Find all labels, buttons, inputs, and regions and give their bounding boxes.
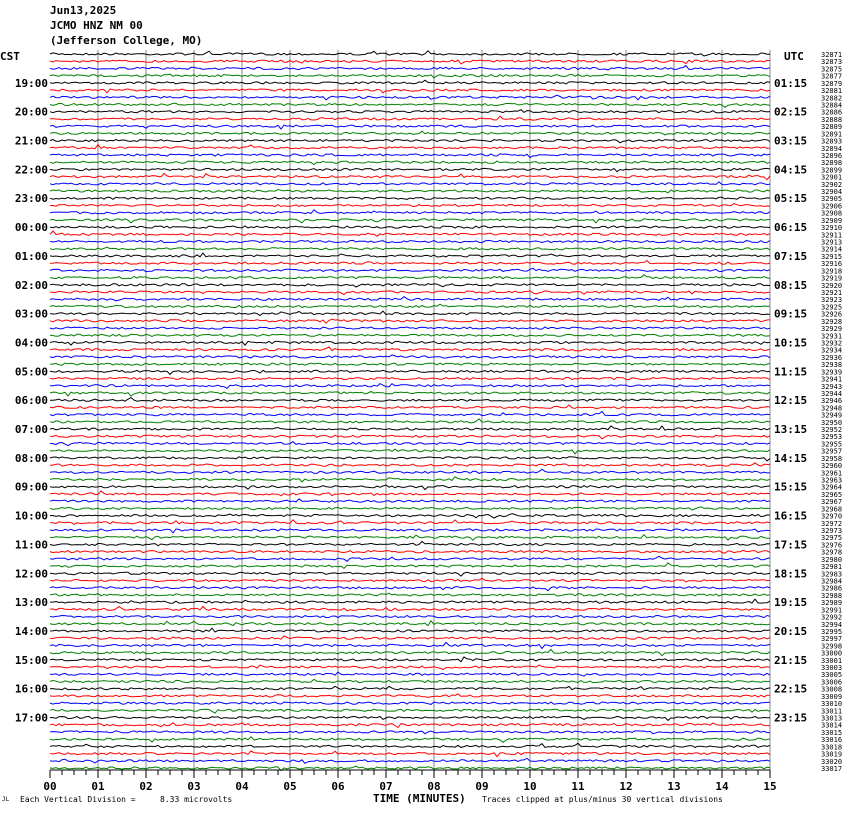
- cst-hour-label: 02:00: [14, 278, 48, 292]
- seismic-trace: [50, 709, 770, 713]
- x-tick-label: 06: [331, 780, 345, 793]
- seismic-trace: [50, 154, 770, 158]
- trace-count-label: 32983: [821, 570, 843, 579]
- trace-count-label: 33003: [821, 664, 843, 672]
- trace-count-label: 32943: [821, 382, 843, 391]
- trace-count-label: 32918: [821, 267, 843, 276]
- trace-count-label: 33018: [821, 743, 843, 752]
- trace-count-label: 32968: [821, 505, 843, 514]
- x-tick-label: 07: [379, 780, 393, 793]
- x-tick-label: 00: [43, 780, 57, 793]
- cst-hour-label: 11:00: [14, 538, 48, 552]
- seismic-trace: [50, 240, 770, 242]
- seismic-trace: [50, 116, 770, 120]
- seismic-trace: [50, 384, 770, 389]
- seismic-trace: [50, 341, 770, 345]
- utc-hour-label: 13:15: [774, 423, 808, 436]
- seismic-trace: [50, 731, 770, 734]
- seismic-trace: [50, 51, 770, 56]
- seismic-trace: [50, 550, 770, 553]
- seismic-trace: [50, 457, 770, 461]
- seismic-trace: [50, 125, 770, 129]
- seismic-trace: [50, 485, 770, 490]
- trace-count-label: 32913: [821, 238, 843, 247]
- seismic-trace: [50, 95, 770, 100]
- cst-hour-label: 01:00: [14, 249, 48, 263]
- trace-count-label: 32936: [821, 353, 843, 362]
- seismic-trace: [50, 168, 770, 171]
- x-tick-label: 12: [619, 780, 633, 793]
- trace-count-label: 32944: [821, 390, 843, 398]
- seismic-trace: [50, 190, 770, 193]
- seismic-trace: [50, 392, 770, 397]
- utc-hour-label: 10:15: [774, 336, 808, 350]
- trace-count-label: 33011: [821, 707, 843, 716]
- trace-count-label: 32923: [821, 296, 843, 305]
- trace-count-label: 32955: [821, 440, 843, 449]
- trace-count-label: 32875: [821, 65, 843, 74]
- seismic-trace: [50, 231, 770, 236]
- seismic-trace: [50, 145, 770, 149]
- trace-count-label: 32949: [821, 411, 843, 420]
- seismic-trace: [50, 363, 770, 365]
- seismic-trace: [50, 347, 770, 351]
- seismic-trace: [50, 435, 770, 439]
- cst-hour-label: 21:00: [14, 134, 48, 148]
- trace-count-label: 33015: [821, 728, 843, 737]
- seismic-trace: [50, 140, 770, 143]
- seismic-trace: [50, 284, 770, 287]
- trace-count-label: 32901: [821, 173, 843, 182]
- seismic-trace: [50, 737, 770, 743]
- trace-count-label: 32904: [821, 188, 843, 196]
- utc-hour-label: 05:15: [774, 192, 808, 206]
- trace-count-label: 32970: [821, 512, 843, 521]
- seismic-trace: [50, 291, 770, 295]
- seismic-trace: [50, 275, 770, 279]
- seismic-trace: [50, 334, 770, 336]
- x-tick-label: 04: [235, 780, 249, 793]
- cst-label: CST: [0, 50, 20, 63]
- trace-count-label: 33014: [821, 721, 843, 730]
- trace-count-label: 33017: [821, 765, 843, 773]
- trace-count-label: 32952: [821, 426, 843, 434]
- seismic-trace: [50, 507, 770, 510]
- seismic-trace: [50, 161, 770, 165]
- seismic-trace: [50, 304, 770, 307]
- header-date: Jun13,2025: [50, 4, 117, 17]
- seismic-trace: [50, 657, 770, 662]
- seismic-trace: [50, 463, 770, 467]
- cst-hour-label: 16:00: [14, 682, 48, 696]
- seismic-trace: [50, 535, 770, 541]
- trace-count-label: 33001: [821, 656, 843, 665]
- utc-hour-label: 01:15: [774, 76, 808, 90]
- seismic-trace: [50, 665, 770, 670]
- seismic-trace: [50, 370, 770, 374]
- trace-count-label: 33006: [821, 678, 843, 687]
- trace-count-label: 32992: [821, 613, 843, 622]
- trace-count-label: 32871: [821, 51, 843, 59]
- utc-hour-label: 23:15: [774, 711, 808, 725]
- cst-hour-label: 23:00: [14, 192, 48, 206]
- x-tick-label: 05: [283, 780, 297, 793]
- header-location: (Jefferson College, MO): [50, 34, 203, 47]
- trace-count-label: 32925: [821, 303, 843, 312]
- seismic-trace: [50, 514, 770, 518]
- trace-count-label: 32958: [821, 454, 843, 463]
- trace-count-label: 32967: [821, 498, 843, 507]
- trace-count-label: 33005: [821, 671, 843, 680]
- trace-count-label: 33016: [821, 736, 843, 745]
- cst-hour-label: 03:00: [14, 307, 48, 321]
- trace-count-label: 32995: [821, 628, 843, 636]
- trace-count-label: 32991: [821, 606, 843, 615]
- utc-hour-label: 11:15: [774, 365, 808, 379]
- trace-count-label: 33019: [821, 750, 843, 759]
- seismic-trace: [50, 74, 770, 78]
- utc-hour-label: 16:15: [774, 509, 808, 523]
- trace-count-label: 32938: [821, 361, 843, 370]
- utc-hour-label: 19:15: [774, 596, 808, 610]
- x-tick-label: 03: [187, 780, 201, 793]
- cst-hour-label: 00:00: [14, 221, 48, 235]
- seismic-trace: [50, 491, 770, 496]
- trace-count-label: 32928: [821, 317, 843, 326]
- clip-note: Traces clipped at plus/minus 30 vertical divisions: [482, 795, 723, 804]
- trace-count-label: 33010: [821, 700, 843, 709]
- seismic-trace: [50, 672, 770, 676]
- trace-count-label: 33009: [821, 692, 843, 701]
- utc-hour-label: 17:15: [774, 538, 808, 552]
- seismic-trace: [50, 173, 770, 179]
- x-tick-label: 10: [523, 780, 537, 793]
- trace-count-label: 32963: [821, 476, 843, 485]
- trace-count-label: 32877: [821, 72, 843, 81]
- seismic-trace: [50, 636, 770, 639]
- header-station: JCMO HNZ NM 00: [50, 19, 143, 32]
- seismic-trace: [50, 210, 770, 214]
- seismic-trace: [50, 723, 770, 728]
- seismic-trace: [50, 743, 770, 747]
- trace-count-label: 32881: [821, 87, 843, 96]
- seismic-trace: [50, 219, 770, 223]
- seismic-trace: [50, 66, 770, 70]
- seismic-trace: [50, 642, 770, 648]
- trace-count-label: 32899: [821, 166, 843, 175]
- seismic-trace: [50, 378, 770, 380]
- seismic-trace: [50, 572, 770, 576]
- utc-hour-label: 18:15: [774, 567, 808, 581]
- trace-count-label: 32905: [821, 195, 843, 204]
- trace-count-label: 32981: [821, 563, 843, 572]
- utc-hour-label: 06:15: [774, 221, 808, 235]
- trace-count-label: 32884: [821, 101, 843, 110]
- seismic-trace: [50, 253, 770, 257]
- cst-hour-label: 17:00: [14, 711, 48, 725]
- seismic-trace: [50, 499, 770, 502]
- trace-count-label: 32888: [821, 115, 843, 124]
- seismic-trace: [50, 247, 770, 250]
- trace-count-label: 32984: [821, 577, 843, 586]
- trace-count-label: 32975: [821, 534, 843, 543]
- trace-count-label: 32889: [821, 123, 843, 132]
- trace-count-label: 32960: [821, 462, 843, 471]
- seismic-trace: [50, 319, 770, 323]
- trace-count-label: 32972: [821, 519, 843, 528]
- trace-count-label: 32916: [821, 260, 843, 269]
- cst-hour-label: 08:00: [14, 451, 48, 465]
- utc-hour-label: 20:15: [774, 625, 808, 638]
- seismic-trace: [50, 606, 770, 610]
- seismic-trace: [50, 110, 770, 113]
- trace-count-label: 32915: [821, 252, 843, 261]
- trace-count-label: 32891: [821, 130, 843, 139]
- seismic-trace: [50, 593, 770, 596]
- seismic-trace: [50, 694, 770, 698]
- trace-count-label: 32988: [821, 591, 843, 600]
- seismic-trace: [50, 751, 770, 757]
- trace-count-label: 32926: [821, 310, 843, 319]
- trace-count-label: 32994: [821, 620, 843, 629]
- trace-count-label: 32893: [821, 137, 843, 146]
- trace-count-label: 32921: [821, 289, 843, 297]
- division-note: Each Vertical Division =: [20, 795, 136, 804]
- x-axis-label: TIME (MINUTES): [373, 792, 466, 805]
- seismic-trace: [50, 311, 770, 315]
- seismic-trace: [50, 327, 770, 329]
- trace-count-label: 32948: [821, 404, 843, 413]
- utc-hour-label: 03:15: [774, 134, 808, 148]
- cst-hour-label: 20:00: [14, 105, 48, 119]
- cst-hour-label: 07:00: [14, 423, 48, 436]
- seismic-trace: [50, 405, 770, 409]
- seismic-trace: [50, 204, 770, 207]
- trace-count-label: 33020: [821, 757, 843, 766]
- x-tick-label: 09: [475, 780, 489, 793]
- trace-count-label: 32980: [821, 555, 843, 564]
- trace-count-label: 32989: [821, 599, 843, 608]
- trace-count-label: 32941: [821, 375, 843, 384]
- seismic-trace: [50, 261, 770, 265]
- trace-count-label: 32896: [821, 152, 843, 160]
- seismic-trace: [50, 679, 770, 682]
- trace-count-label: 32910: [821, 224, 843, 233]
- trace-count-label: 32953: [821, 433, 843, 442]
- trace-count-label: 32929: [821, 325, 843, 334]
- trace-count-label: 32934: [821, 346, 843, 355]
- seismic-trace: [50, 60, 770, 64]
- seismic-trace: [50, 758, 770, 763]
- division-value: 8.33 microvolts: [160, 795, 233, 804]
- utc-hour-label: 15:15: [774, 480, 808, 494]
- x-tick-label: 13: [667, 780, 681, 793]
- seismic-trace: [50, 616, 770, 618]
- cst-hour-label: 10:00: [14, 509, 48, 523]
- trace-count-label: 32898: [821, 159, 843, 168]
- cst-hour-label: 12:00: [14, 567, 48, 581]
- trace-count-label: 32873: [821, 58, 843, 67]
- utc-hour-label: 09:15: [774, 307, 808, 321]
- x-tick-label: 11: [571, 780, 585, 793]
- trace-count-label: 32908: [821, 209, 843, 218]
- cst-hour-label: 15:00: [14, 653, 48, 667]
- seismic-trace: [50, 103, 770, 107]
- cst-hour-label: 06:00: [14, 394, 48, 408]
- trace-count-label: 32914: [821, 245, 843, 254]
- cst-hour-label: 14:00: [14, 625, 48, 638]
- trace-count-label: 32906: [821, 202, 843, 211]
- seismic-trace: [50, 89, 770, 93]
- trace-count-label: 32882: [821, 94, 843, 103]
- trace-count-label: 32946: [821, 397, 843, 406]
- trace-count-label: 33008: [821, 685, 843, 694]
- trace-count-label: 32997: [821, 635, 843, 644]
- seismic-trace: [50, 398, 770, 402]
- seismic-trace: [50, 268, 770, 271]
- utc-hour-label: 21:15: [774, 653, 808, 667]
- seismic-trace: [50, 563, 770, 569]
- seismic-trace: [50, 686, 770, 690]
- utc-hour-label: 22:15: [774, 682, 808, 696]
- trace-count-label: 32978: [821, 548, 843, 557]
- x-tick-label: 14: [715, 780, 729, 793]
- seismic-trace: [50, 355, 770, 358]
- seismic-trace: [50, 716, 770, 720]
- seismic-trace: [50, 442, 770, 446]
- trace-count-label: 32965: [821, 490, 843, 499]
- trace-count-label: 32939: [821, 368, 843, 377]
- seismic-trace: [50, 426, 770, 430]
- trace-count-label: 32920: [821, 281, 843, 290]
- utc-hour-label: 04:15: [774, 163, 808, 177]
- seismic-trace: [50, 587, 770, 591]
- utc-hour-label: 07:15: [774, 249, 808, 263]
- seismic-trace: [50, 449, 770, 454]
- seismic-trace: [50, 297, 770, 301]
- x-tick-label: 08: [427, 780, 441, 793]
- seismic-trace: [50, 529, 770, 533]
- trace-count-label: 32976: [821, 541, 843, 550]
- trace-count-label: 32973: [821, 527, 843, 535]
- utc-hour-label: 08:15: [774, 278, 808, 292]
- seismic-trace: [50, 226, 770, 228]
- trace-count-label: 32957: [821, 447, 843, 456]
- trace-count-label: 32932: [821, 339, 843, 348]
- seismic-trace: [50, 419, 770, 424]
- utc-hour-label: 14:15: [774, 451, 808, 465]
- seismic-trace: [50, 541, 770, 546]
- corner-mark: JL: [2, 796, 10, 803]
- cst-hour-label: 13:00: [14, 596, 48, 610]
- seismic-trace: [50, 556, 770, 561]
- seismic-trace: [50, 578, 770, 582]
- cst-hour-label: 04:00: [14, 336, 48, 350]
- trace-count-label: 32950: [821, 418, 843, 427]
- x-tick-label: 02: [139, 780, 153, 793]
- x-tick-label: 01: [91, 780, 105, 793]
- seismic-trace: [50, 182, 770, 185]
- seismic-trace: [50, 80, 770, 84]
- trace-count-label: 32886: [821, 108, 843, 117]
- trace-count-label: 32998: [821, 642, 843, 651]
- cst-hour-label: 05:00: [14, 365, 48, 379]
- cst-hour-label: 19:00: [14, 76, 48, 90]
- x-tick-label: 15: [763, 780, 777, 793]
- cst-hour-label: 09:00: [14, 480, 48, 494]
- seismic-trace: [50, 477, 770, 482]
- trace-count-label: 32902: [821, 180, 843, 189]
- seismic-trace: [50, 412, 770, 416]
- seismic-trace: [50, 197, 770, 199]
- seismic-trace: [50, 520, 770, 525]
- utc-hour-label: 12:15: [774, 394, 808, 408]
- trace-count-label: 32961: [821, 469, 843, 478]
- seismic-trace: [50, 469, 770, 473]
- trace-count-label: 33000: [821, 649, 843, 658]
- trace-count-label: 32894: [821, 144, 843, 153]
- trace-count-label: 32909: [821, 216, 843, 225]
- trace-count-label: 32964: [821, 483, 843, 492]
- seismic-trace: [50, 621, 770, 626]
- trace-count-label: 32911: [821, 231, 843, 240]
- trace-count-label: 32986: [821, 584, 843, 593]
- utc-label: UTC: [784, 50, 804, 63]
- cst-hour-label: 22:00: [14, 163, 48, 177]
- trace-count-label: 32879: [821, 79, 843, 88]
- trace-count-label: 32931: [821, 332, 843, 341]
- seismic-trace: [50, 131, 770, 135]
- utc-hour-label: 02:15: [774, 105, 808, 119]
- trace-count-label: 33013: [821, 714, 843, 723]
- trace-count-label: 32919: [821, 274, 843, 283]
- seismic-trace: [50, 649, 770, 655]
- seismic-trace: [50, 599, 770, 603]
- seismic-trace: [50, 628, 770, 632]
- seismic-trace: [50, 702, 770, 704]
